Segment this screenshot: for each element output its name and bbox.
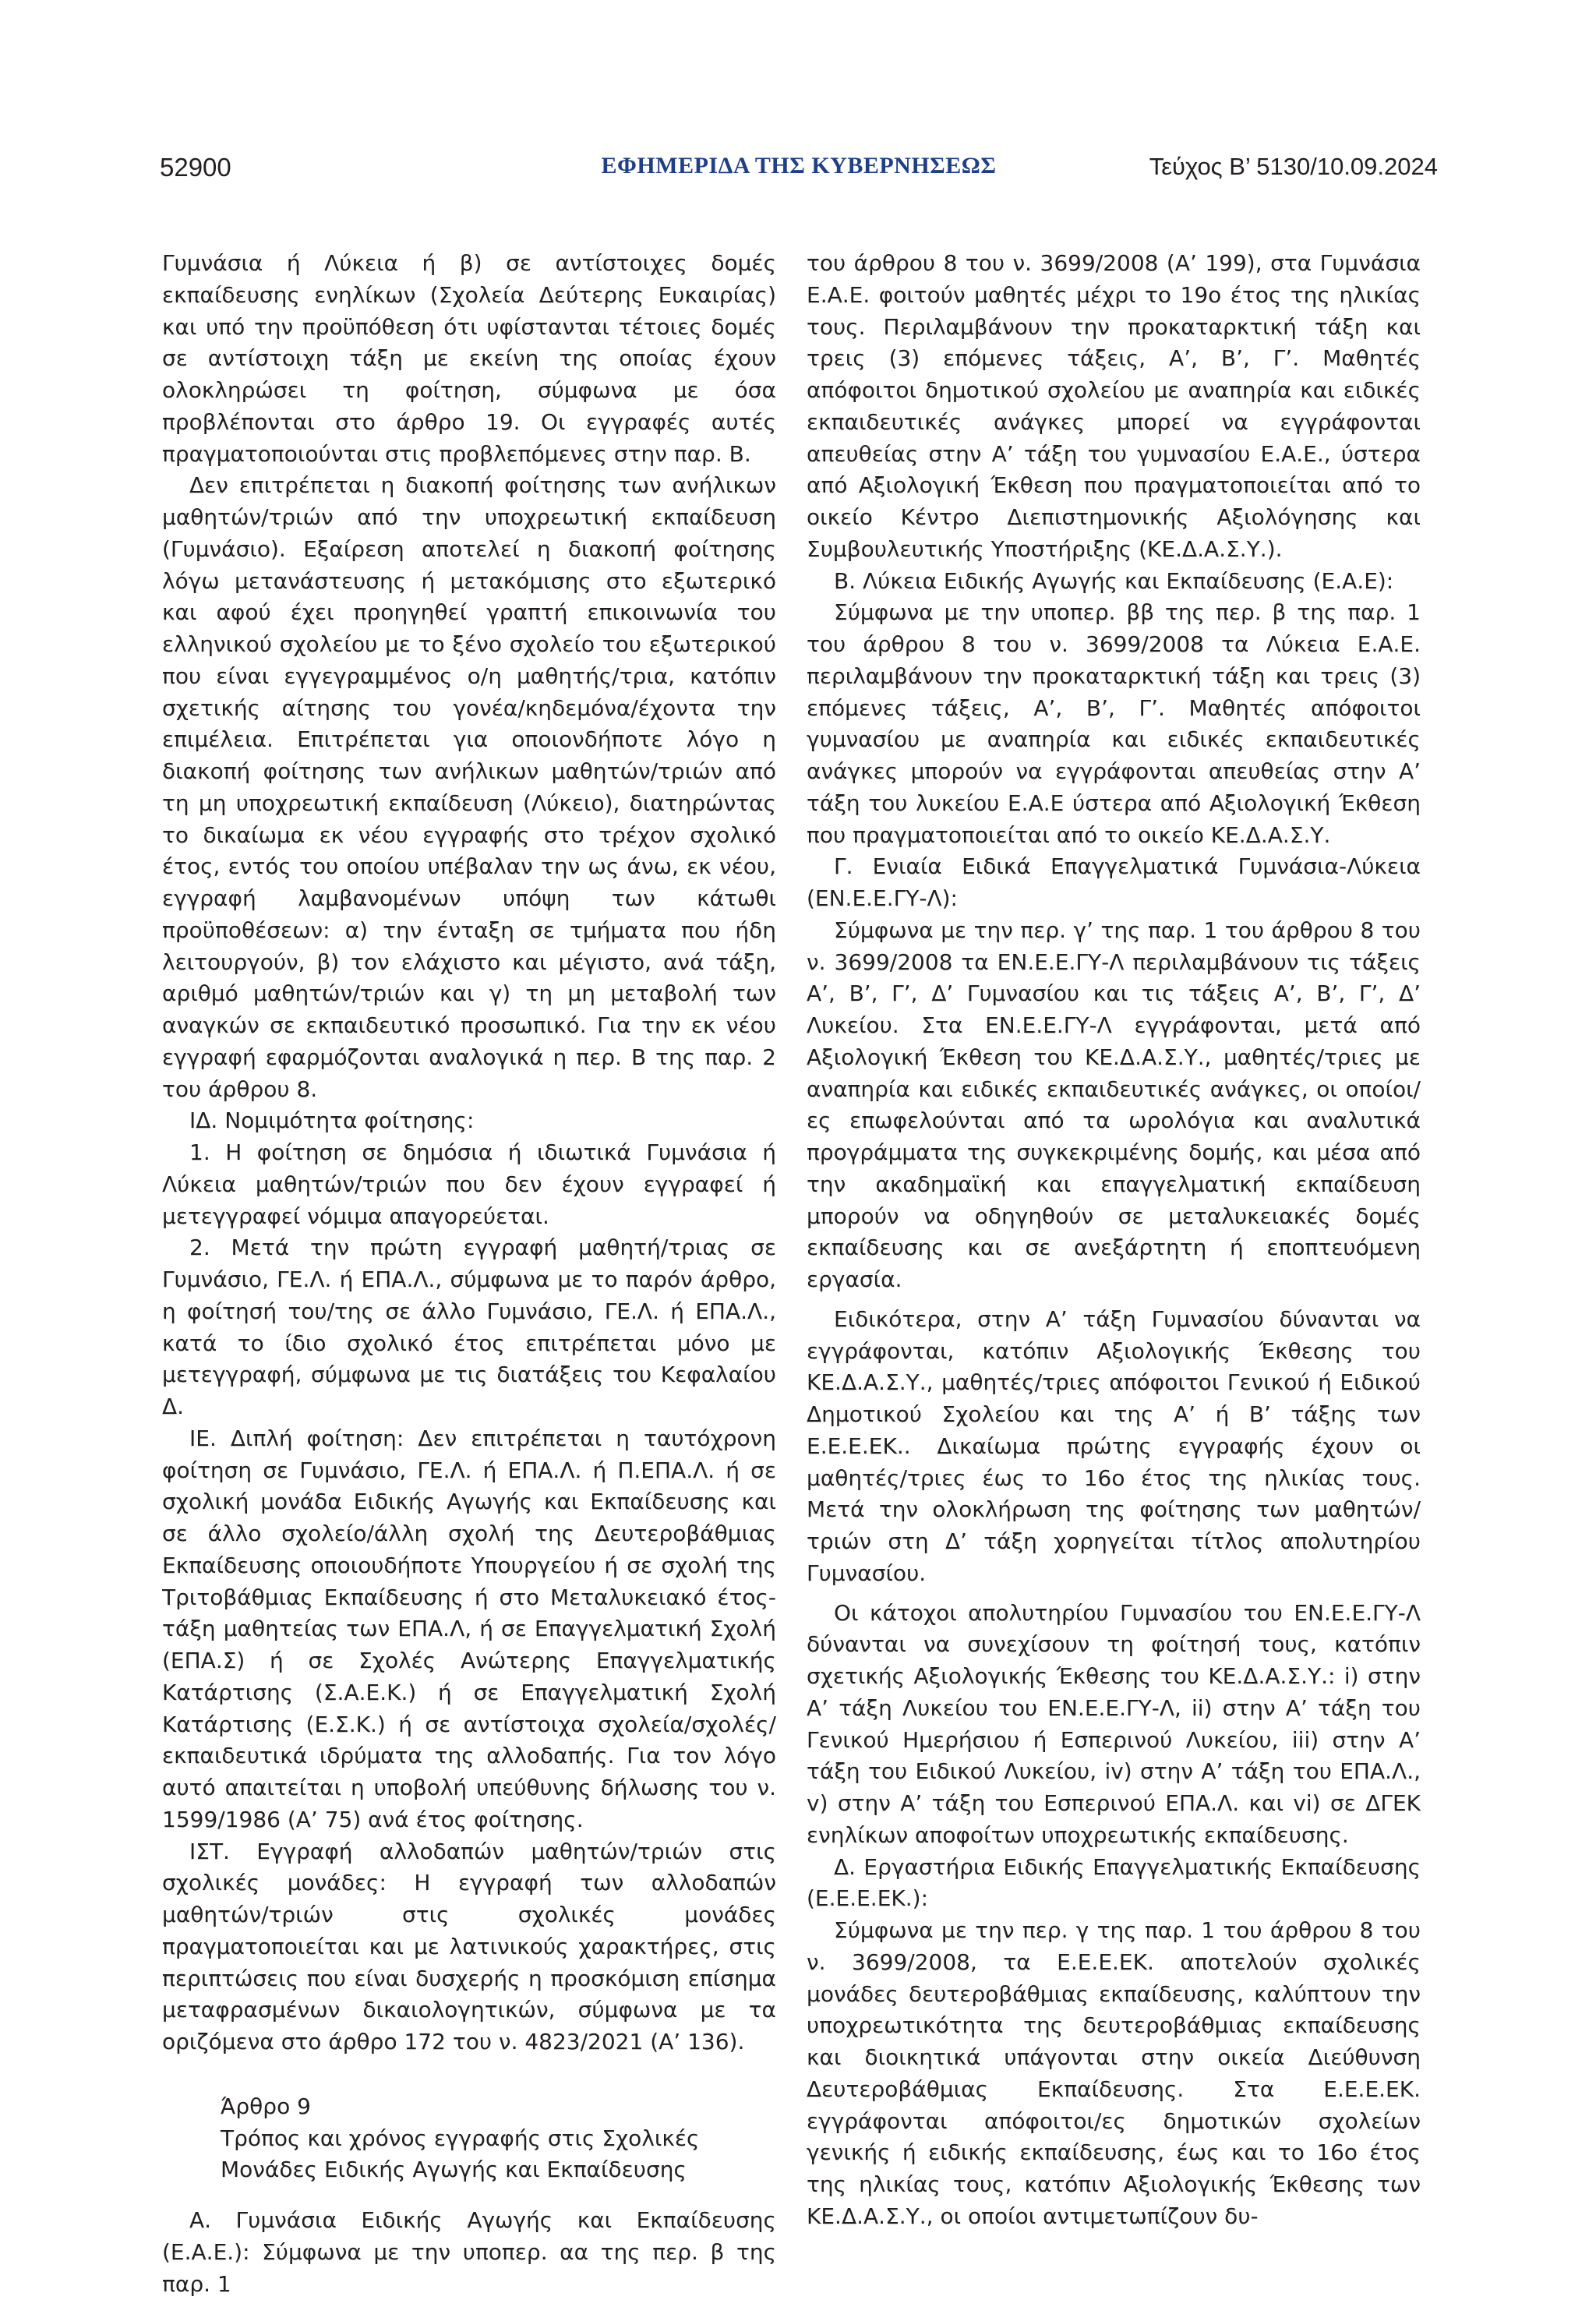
- section-heading: ΙΔ. Νομιμότητα φοίτησης:: [189, 1108, 475, 1134]
- paragraph: Ειδικότερα, στην Α’ τάξη Γυμνασίου δύνανται να εγγράφονται, κατόπιν Αξιολογικής Έκθεσης του ΚΕ.Δ.Α.Σ.Υ., μαθητές/τριες απόφοιτοι Γενικού ή Ειδικού Δημοτικού Σχολείου και της Α’ ή Β’ τάξης των Ε.Ε.Ε.ΕΚ.. Δικαίωμα πρώτης εγγραφής έχουν οι μαθητές/τριες έως το 16ο έτος της ηλικίας τους. Μετά την ολοκλήρωση της φοίτησης των μαθητών/τριών στη Δ’ τάξη χορηγείται τίτλος απολυτηρίου Γυμνασίου.: [807, 1305, 1421, 1586]
- paragraph: 2. Μετά την πρώτη εγγραφή μαθητή/τριας σε Γυμνάσιο, ΓΕ.Λ. ή ΕΠΑ.Λ., σύμφωνα με το παρόν άρθρο, η φοίτησή του/της σε άλλο Γυμνάσιο, ΓΕ.Λ. ή ΕΠΑ.Λ., κατά το ίδιο σχολικό έτος επιτρέπεται μόνο με μετεγγραφή, σύμφωνα με τις διατάξεις του Κεφαλαίου Δ.: [162, 1235, 776, 1419]
- left-column: [162, 248, 776, 2300]
- paragraph: Σύμφωνα με την περ. γ της παρ. 1 του άρθρου 8 του ν. 3699/2008, τα Ε.Ε.Ε.ΕΚ. αποτελούν σχολικές μονάδες δευτεροβάθμιας εκπαίδευσης, καλύπτουν την υποχρεωτικότητα της δευτεροβάθμιας εκπαίδευσης και διοικητικά υπάγονται στην οικεία Διεύθυνση Δευτεροβάθμιας Εκπαίδευσης. Στα Ε.Ε.Ε.ΕΚ. εγγράφονται απόφοιτοι/ες δημοτικών σχολείων γενικής ή ειδικής εκπαίδευσης, έως και το 16ο έτος της ηλικίας τους, κατόπιν Αξιολογικής Έκθεσης των ΚΕ.Δ.Α.Σ.Υ., οι οποίοι αντιμετωπίζουν δυ-: [807, 1917, 1421, 2229]
- section-heading: Β. Λύκεια Ειδικής Αγωγής και Εκπαίδευσης (Ε.Α.Ε):: [834, 567, 1394, 594]
- article-heading: [162, 2091, 776, 2186]
- paragraph: ΙΣΤ. Εγγραφή αλλοδαπών μαθητών/τριών στις σχολικές μονάδες: Η εγγραφή των αλλοδαπών μαθητών/τριών στις σχολικές μονάδες πραγματοποιείται και με λατινικούς χαρακτήρες, στις περιπτώσεις που είναι δυσχερής η προσκόμιση επίσημα μεταφρασμένων δικαιολογητικών, σύμφωνα με τα οριζόμενα στο άρθρο 172 του ν. 4823/2021 (Α’ 136).: [162, 1838, 776, 2054]
- paragraph: Οι κάτοχοι απολυτηρίου Γυμνασίου του ΕΝ.Ε.Ε.ΓΥ-Λ δύνανται να συνεχίσουν τη φοίτησή τους, κατόπιν σχετικής Αξιολογικής Έκθεσης του ΚΕ.Δ.Α.Σ.Υ.: i) στην Α’ τάξη Λυκείου του ΕΝ.Ε.Ε.ΓΥ-Λ, ii) στην Α’ τάξη του Γενικού Ημερήσιου ή Εσπερινού Λυκείου, iii) στην Α’ τάξη του Ειδικού Λυκείου, iv) στην Α’ τάξη του ΕΠΑ.Λ., v) στην Α’ τάξη του Εσπερινού ΕΠΑ.Λ. και vi) σε ΔΓΕΚ ενηλίκων αποφοίτων υποχρεωτικής εκπαίδευσης.: [807, 1599, 1421, 1848]
- gazette-title: ΕΦΗΜΕΡΙΔΑ ΤΗΣ ΚΥΒΕΡΝΗΣΕΩΣ: [601, 153, 997, 178]
- issue-info: Τεύχος Β’ 5130/10.09.2024: [1149, 153, 1438, 180]
- paragraph: του άρθρου 8 του ν. 3699/2008 (Α’ 199), στα Γυμνάσια Ε.Α.Ε. φοιτούν μαθητές μέχρι το 19ο έτος της ηλικίας τους. Περιλαμβάνουν την προκαταρκτική τάξη και τρεις (3) επόμενες τάξεις, Α’, Β’, Γ’. Μαθητές απόφοιτοι δημοτικού σχολείου με αναπηρία και ειδικές εκπαιδευτικές ανάγκες μπορεί να εγγράφονται απευθείας στην Α’ τάξη του γυμνασίου Ε.Α.Ε., ύστερα από Αξιολογική Έκθεση που πραγματοποιείται από το οικείο Κέντρο Διεπιστημονικής Αξιολόγησης και Συμβουλευτικής Υποστήριξης (ΚΕ.Δ.Α.Σ.Υ.).: [807, 250, 1421, 562]
- page-number: 52900: [160, 153, 231, 182]
- paragraph: Γυμνάσια ή Λύκεια ή β) σε αντίστοιχες δομές εκπαίδευσης ενηλίκων (Σχολεία Δεύτερης Ευκαιρίας) και υπό την προϋπόθεση ότι υφίστανται τέτοιες δομές σε αντίστοιχη τάξη με εκείνη της οποίας έχουν ολοκληρώσει τη φοίτηση, σύμφωνα με όσα προβλέπονται στο άρθρο 19. Οι εγγραφές αυτές πραγματοποιούνται στις προβλεπόμενες στην παρ. Β.: [162, 250, 776, 467]
- article-title-line: Τρόπος και χρόνος εγγραφής στις Σχολικές: [221, 2125, 700, 2151]
- paragraph: Δεν επιτρέπεται η διακοπή φοίτησης των ανήλικων μαθητών/τριών από την υποχρεωτική εκπαίδευση (Γυμνάσιο). Εξαίρεση αποτελεί η διακοπή φοίτησης λόγω μετανάστευσης ή μετακόμισης στο εξωτερικό και αφού έχει προηγηθεί γραπτή επικοινωνία του ελληνικού σχολείου με το ξένο σχολείο του εξωτερικού που είναι εγγεγραμμένος ο/η μαθητής/τρια, κατόπιν σχετικής αίτησης του γονέα/κηδεμόνα/έχοντα την επιμέλεια. Επιτρέπεται για οποιονδήποτε λόγο η διακοπή φοίτησης των ανήλικων μαθητών/τριών από τη μη υποχρεωτική εκπαίδευση (Λύκειο), διατηρώντας το δικαίωμα εκ νέου εγγραφής στο τρέχον σχολικό έτος, εντός του οποίου υπέβαλαν την ως άνω, εκ νέου, εγγραφή λαμβανομένων υπόψη των κάτωθι προϋποθέσεων: α) την ένταξη σε τμήματα που ήδη λειτουργούν, β) τον ελάχιστο και μέγιστο, ανά τάξη, αριθμό μαθητών/τριών και γ) τη μη μεταβολή των αναγκών σε εκπαιδευτικό προσωπικό. Για την εκ νέου εγγραφή εφαρμόζονται αναλογικά η περ. Β της παρ. 2 του άρθρου 8.: [162, 472, 776, 1102]
- article-number: Άρθρο 9: [221, 2093, 311, 2119]
- page-header: [160, 153, 1438, 192]
- section-heading: Δ. Εργαστήρια Ειδικής Επαγγελματικής Εκπαίδευσης (Ε.Ε.Ε.ΕΚ.):: [807, 1853, 1421, 1912]
- paragraph: Σύμφωνα με την υποπερ. ββ της περ. β της παρ. 1 του άρθρου 8 του ν. 3699/2008 τα Λύκεια Ε.Α.Ε. περιλαμβάνουν την προκαταρκτική τάξη και τρεις (3) επόμενες τάξεις, Α’, Β’, Γ’. Μαθητές απόφοιτοι γυμνασίου με αναπηρία και ειδικές εκπαιδευτικές ανάγκες μπορούν να εγγράφονται απευθείας στην Α’ τάξη του λυκείου Ε.Α.Ε ύστερα από Αξιολογική Έκθεση που πραγματοποιείται από το οικείο ΚΕ.Δ.Α.Σ.Υ.: [807, 599, 1421, 848]
- paragraph: Σύμφωνα με την περ. γ’ της παρ. 1 του άρθρου 8 του ν. 3699/2008 τα ΕΝ.Ε.Ε.ΓΥ-Λ περιλαμβάνουν τις τάξεις Α’, Β’, Γ’, Δ’ Γυμνασίου και τις τάξεις Α’, Β’, Γ’, Δ’ Λυκείου. Στα ΕΝ.Ε.Ε.ΓΥ-Λ εγγράφονται, μετά από Αξιολογική Έκθεση του ΚΕ.Δ.Α.Σ.Υ., μαθητές/τριες με αναπηρία και ειδικές εκπαιδευτικές ανάγκες, οι οποίοι/ες επωφελούνται από τα ωρολόγια και αναλυτικά προγράμματα της συγκεκριμένης δομής, και μέσα από την ακαδημαϊκή και επαγγελματική εκπαίδευση μπορούν να οδηγηθούν σε μεταλυκειακές δομές εκπαίδευσης και σε ανεξάρτητη ή εποπτευόμενη εργασία.: [807, 917, 1421, 1292]
- paragraph: ΙΕ. Διπλή φοίτηση: Δεν επιτρέπεται η ταυτόχρονη φοίτηση σε Γυμνάσιο, ΓΕ.Λ. ή ΕΠΑ.Λ. ή Π.ΕΠΑ.Λ. ή σε σχολική μονάδα Ειδικής Αγωγής και Εκπαίδευσης και σε άλλο σχολείο/άλλη σχολή της Δευτεροβάθμιας Εκπαίδευσης οποιουδήποτε Υπουργείου ή σε σχολή της Τριτοβάθμιας Εκπαίδευσης ή στο Μεταλυκειακό έτος-τάξη μαθητείας των ΕΠΑ.Λ, ή σε Επαγγελματική Σχολή (ΕΠΑ.Σ) ή σε Σχολές Ανώτερης Επαγγελματικής Κατάρτισης (Σ.Α.Ε.Κ.) ή σε Επαγγελματική Σχολή Κατάρτισης (Ε.Σ.Κ.) ή σε αντίστοιχα σχολεία/σχολές/εκπαιδευτικά ιδρύματα της αλλοδαπής. Για τον λόγο αυτό απαιτείται η υποβολή υπεύθυνης δήλωσης του ν. 1599/1986 (Α’ 75) ανά έτος φοίτησης.: [162, 1425, 776, 1832]
- paragraph: Α. Γυμνάσια Ειδικής Αγωγής και Εκπαίδευσης (Ε.Α.Ε.): Σύμφωνα με την υποπερ. αα της περ. β της παρ. 1: [162, 2207, 776, 2297]
- article-title-line: Μονάδες Ειδικής Αγωγής και Εκπαίδευσης: [221, 2157, 687, 2183]
- section-heading: Γ. Ενιαία Ειδικά Επαγγελματικά Γυμνάσια-Λύκεια (ΕΝ.Ε.Ε.ΓΥ-Λ):: [807, 853, 1421, 911]
- paragraph: 1. Η φοίτηση σε δημόσια ή ιδιωτικά Γυμνάσια ή Λύκεια μαθητών/τριών που δεν έχουν εγγραφεί ή μετεγγραφεί νόμιμα απαγορεύεται.: [162, 1139, 776, 1229]
- right-column: [807, 248, 1421, 2233]
